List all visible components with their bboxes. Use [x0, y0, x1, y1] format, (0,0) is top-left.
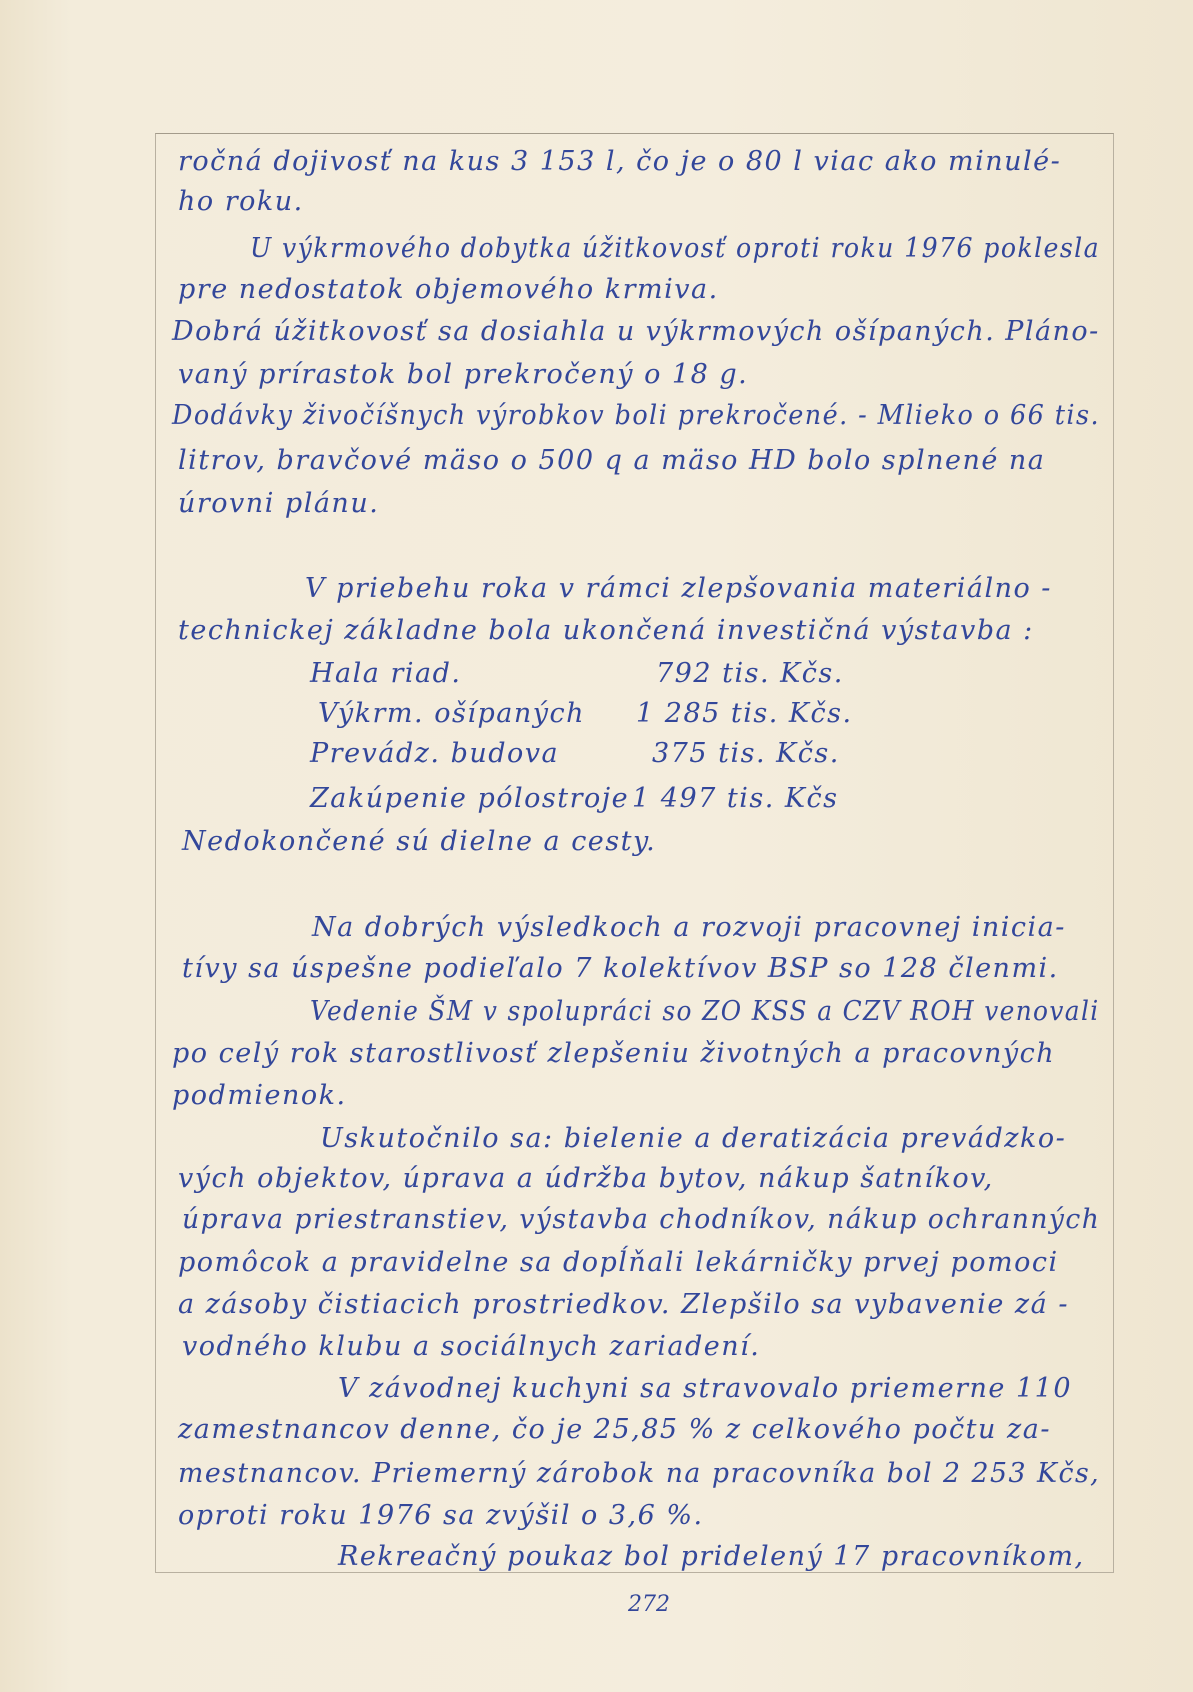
investment-item-amount: 375 tis. Kčs.	[652, 738, 840, 769]
investment-item-amount: 792 tis. Kčs.	[656, 658, 844, 689]
text-line: oproti roku 1976 sa zvýšil o 3,6 %.	[178, 1500, 704, 1531]
investment-item-amount: 1 497 tis. Kčs	[632, 783, 839, 814]
text-line: tívy sa úspešne podieľalo 7 kolektívov BSP so 128 členmi.	[182, 953, 1059, 984]
text-line: litrov, bravčové mäso o 500 q a mäso HD bolo splnené na	[178, 445, 1046, 476]
text-line: U výkrmového dobytka úžitkovosť oproti roku 1976 poklesla	[250, 233, 1101, 264]
text-line: vaný prírastok bol prekročený o 18 g.	[178, 359, 749, 390]
text-line: technickej základne bola ukončená investičná výstavba :	[178, 615, 1034, 646]
investment-item-name: Výkrm. ošípaných	[318, 698, 585, 729]
text-line: vých objektov, úprava a údržba bytov, nákup šatníkov,	[178, 1163, 994, 1194]
text-line: ročná dojivosť na kus 3 153 l, čo je o 80 l viac ako minulé-	[178, 146, 1062, 177]
text-line: a zásoby čistiacich prostriedkov. Zlepšilo sa vybavenie zá -	[178, 1289, 1069, 1320]
text-line: úrovni plánu.	[178, 488, 380, 519]
investment-item-name: Prevádz. budova	[310, 738, 560, 769]
text-line: ho roku.	[178, 186, 304, 217]
text-line: Na dobrých výsledkoch a rozvoji pracovnej inicia-	[312, 912, 1066, 943]
text-line: vodného klubu a sociálnych zariadení.	[182, 1331, 761, 1362]
text-line: Uskutočnilo sa: bielenie a deratizácia prevádzko-	[320, 1123, 1067, 1154]
text-line: mestnancov. Priemerný zárobok na pracovníka bol 2 253 Kčs,	[178, 1458, 1101, 1489]
text-line: Vedenie ŠM v spolupráci so ZO KSS a CZV ROH venovali	[310, 996, 1100, 1027]
text-line: V závodnej kuchyni sa stravovalo priemerne 110	[338, 1373, 1072, 1404]
text-line: úprava priestranstiev, výstavba chodníkov, nákup ochranných	[182, 1204, 1101, 1235]
text-line: zamestnancov denne, čo je 25,85 % z celkového počtu za-	[178, 1414, 1051, 1445]
text-line: po celý rok starostlivosť zlepšeniu životných a pracovných	[172, 1038, 1056, 1069]
text-line: podmienok.	[172, 1080, 347, 1111]
page-number: 272	[628, 1592, 670, 1617]
investment-item-name: Hala riad.	[310, 658, 462, 689]
text-line: Rekreačný poukaz bol pridelený 17 pracovníkom,	[338, 1541, 1085, 1572]
text-line: Dodávky živočíšnych výrobkov boli prekročené. - Mlieko o 66 tis.	[172, 400, 1100, 431]
text-line: Nedokončené sú dielne a cesty.	[182, 826, 657, 857]
text-line: pre nedostatok objemového krmiva.	[178, 274, 719, 305]
text-line: V priebehu roka v rámci zlepšovania materiálno -	[305, 573, 1052, 604]
investment-item-name: Zakúpenie pólostroje	[310, 783, 630, 814]
text-line: Dobrá úžitkovosť sa dosiahla u výkrmových ošípaných. Pláno-	[172, 316, 1100, 347]
text-line: pomôcok a pravidelne sa dopĺňali lekárničky prvej pomoci	[178, 1247, 1059, 1278]
investment-item-amount: 1 285 tis. Kčs.	[636, 698, 853, 729]
